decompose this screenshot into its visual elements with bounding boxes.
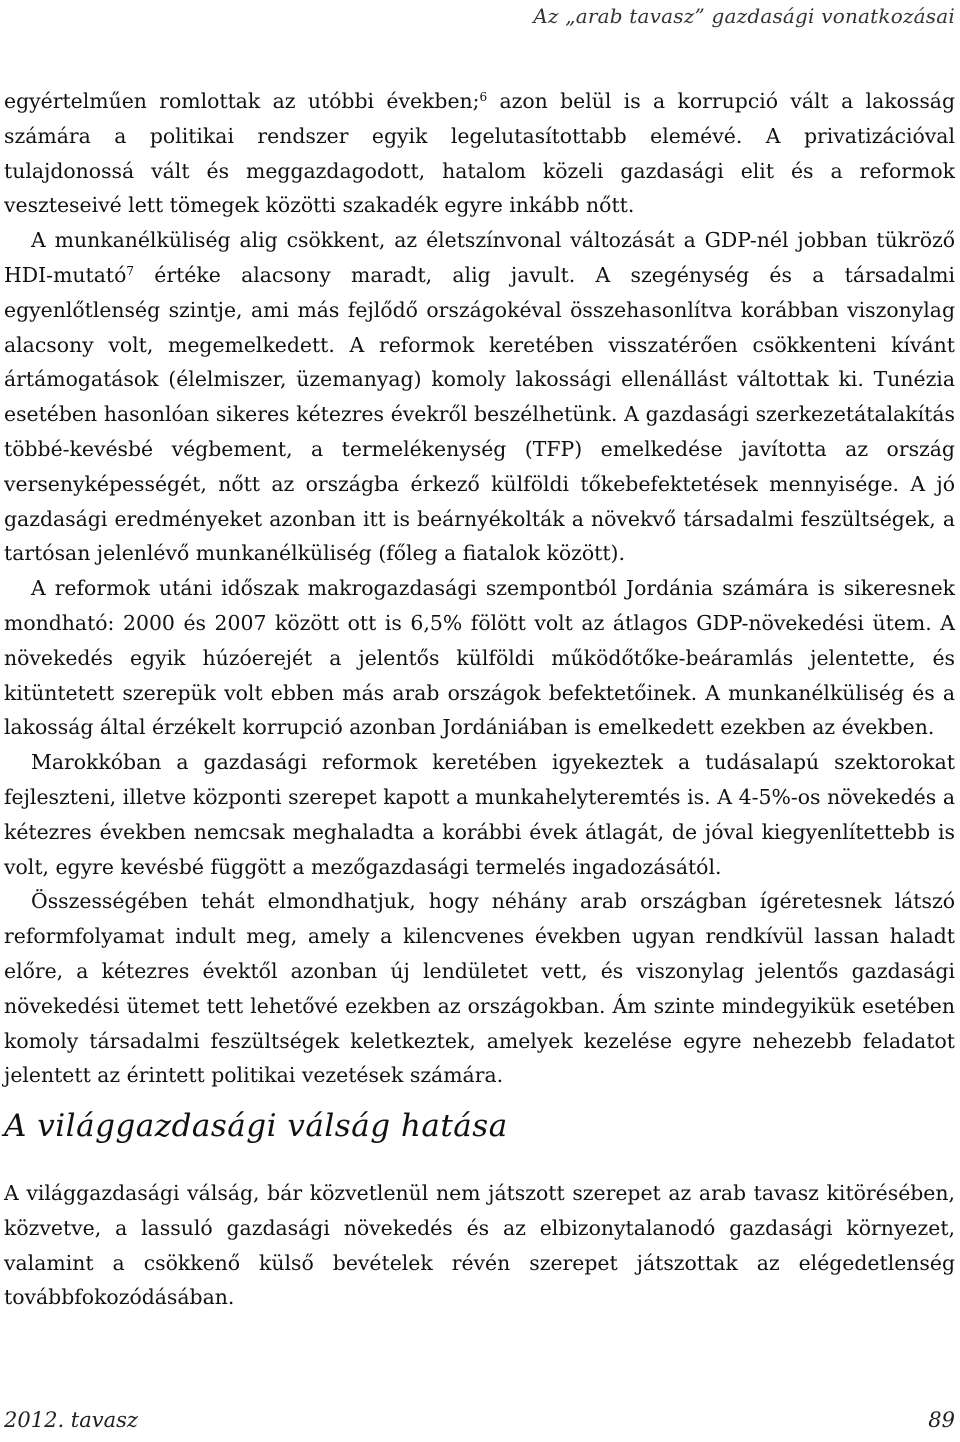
body-text <box>4 84 955 1093</box>
paragraph <box>4 223 955 571</box>
running-header: Az „arab tavasz” gazdasági vonatkozásai <box>533 4 955 28</box>
paragraph-text: értéke alacsony maradt, alig javult. A szegénység és a társadalmi egyenlőtlenség szintje, ami más fejlődő országokéval összehasonlítva korábban viszonylag alacsony volt, megemelkedett. A reformok keretében visszatérően csökkenteni kívánt ártámogatások (élelmiszer, üzemanyag) komoly lakossági ellenállást váltottak ki. Tunézia esetében hasonlóan sikeres kétezres évekről beszélhetünk. A gazdasági szerkezetátalakítás többé-kevésbé végbement, a termelékenység (TFP) emelkedése javította az ország versenyképességét, nőtt az országba érkező külföldi tőkebefektetések mennyisége. A jó gazdasági eredményeket azonban itt is beárnyékolták a növekvő társadalmi feszültségek, a tartósan jelenlévő munkanélküliség (főleg a fiatalok között). <box>4 262 955 566</box>
page-number: 89 <box>928 1408 955 1432</box>
paragraph <box>4 84 955 223</box>
paragraph: Összességében tehát elmondhatjuk, hogy néhány arab országban ígéretesnek látszó reformfolyamat indult meg, amely a kilencvenes években ugyan rendkívül lassan haladt előre, a kétezres évektől azonban új lendületet vett, és viszonylag jelentős gazdasági növekedési ütemet tett lehetővé ezekben az országokban. Ám szinte mindegyikük esetében komoly társadalmi feszültségek keletkeztek, amelyek kezelése egyre nehezebb feladatot jelentett az érintett politikai vezetések számára. <box>4 889 955 1088</box>
section-body-text <box>4 1176 955 1315</box>
footnote-ref-7[interactable]: 7 <box>126 263 135 278</box>
paragraph-text: egyértelműen romlottak az utóbbi években; <box>4 89 480 113</box>
footer-issue: 2012. tavasz <box>4 1408 138 1432</box>
paragraph: Marokkóban a gazdasági reformok keretében igyekeztek a tudásalapú szektorokat fejleszteni, illetve központi szerepet kapott a munkahelyteremtés is. A 4-5%-os növekedés a kétezres években nemcsak meghaladta a korábbi évek átlagát, de jóval kiegyenlítettebb is volt, egyre kevésbé függött a mezőgazdasági termelés ingadozásától. <box>4 750 955 879</box>
footnote-ref-6[interactable]: 6 <box>479 90 488 104</box>
paragraph-text: A munkanélküliség alig csökkent, az életszínvonal változását a GDP-nél jobban tükröző HDI-mutató <box>4 228 955 287</box>
paragraph: A világgazdasági válság, bár közvetlenül nem játszott szerepet az arab tavasz kitörésében, közvetve, a lassuló gazdasági növekedés és az elbizonytalanodó gazdasági környezet, valamint a csökkenő külső bevételek révén szerepet játszottak az elégedetlenség továbbfokozódásában. <box>4 1181 955 1310</box>
paragraph-text: azon belül is a korrupció vált a lakosság számára a politikai rendszer egyik legelutasítottabb elemévé. A privatizációval tulajdonossá vált és meggazdagodott, hatalom közeli gazdasági elit és a reformok veszteseivé lett tömegek közötti szakadék egyre inkább nőtt. <box>4 89 955 218</box>
paragraph: A reformok utáni időszak makrogazdasági szempontból Jordánia számára is sikeresnek mondható: 2000 és 2007 között ott is 6,5% fölött volt az átlagos GDP-növekedési ütem. A növekedés egyik húzóerejét a jelentős külföldi működőtőke-beáramlás jelentette, és kitüntetett szerepük volt ebben más arab országok befektetőinek. A munkanélküliség és a lakosság által érzékelt korrupció azonban Jordániában is emelkedett ezekben az években. <box>4 576 955 740</box>
section-heading: A világgazdasági válság hatása <box>4 1108 508 1144</box>
